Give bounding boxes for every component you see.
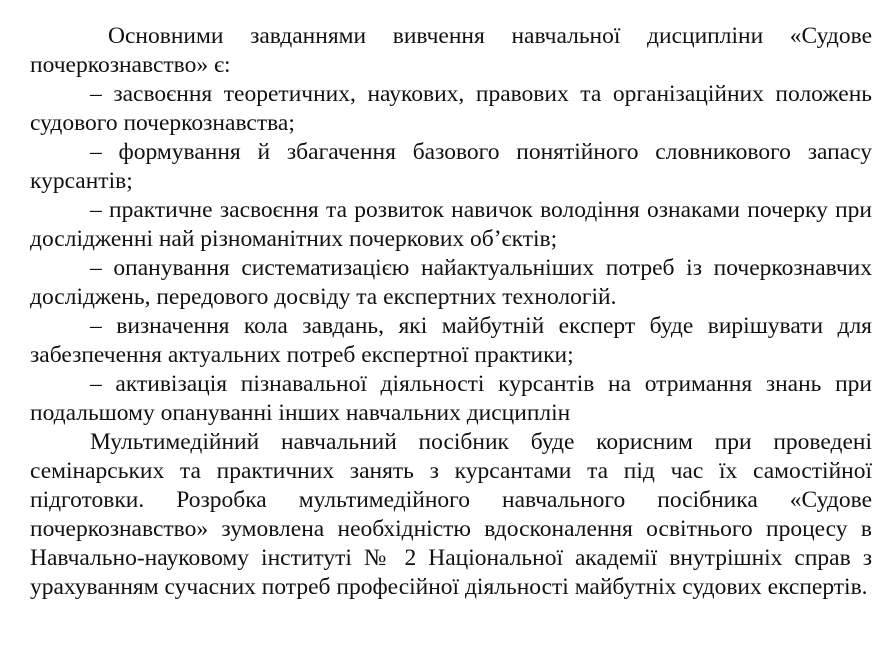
task-item-6: – активізація пізнавальної діяльності курсантів на отримання знань при подальшому опануванні інших навчальних дисциплін xyxy=(30,371,872,426)
conclusion-paragraph: Мультимедійний навчальний посібник буде корисним при проведені семінарських та практичних занять з курсантами та під час їх самостійної підготовки. Розробка мультимедійного навчального посібника «Судове почеркознавство» зумовлена необхідністю вдосконалення освітнього процесу в Навчально-науковому інституті № 2 Національної академії внутрішніх справ з урахуванням сучасних потреб професійної діяльності майбутніх судових експертів. xyxy=(30,429,872,600)
task-item-5: – визначення кола завдань, які майбутній експерт буде вирішувати для забезпечення актуальних потреб експертної практики; xyxy=(30,313,872,368)
task-item-4: – опанування систематизацією найактуальніших потреб із почеркознавчих досліджень, передового досвіду та експертних технологій. xyxy=(30,255,872,310)
task-item-2: – формування й збагачення базового понятійного словникового запасу курсантів; xyxy=(30,139,872,194)
task-item-3: – практичне засвоєння та розвиток навичок володіння ознаками почерку при дослідженні най різноманітних почеркових об’єктів; xyxy=(30,197,872,252)
task-item-1: – засвоєння теоретичних, наукових, правових та організаційних положень судового почеркознавства; xyxy=(30,81,872,136)
intro-paragraph: Основними завданнями вивчення навчальної дисципліни «Судове почеркознавство» є: xyxy=(30,23,872,78)
document-page xyxy=(30,22,872,602)
